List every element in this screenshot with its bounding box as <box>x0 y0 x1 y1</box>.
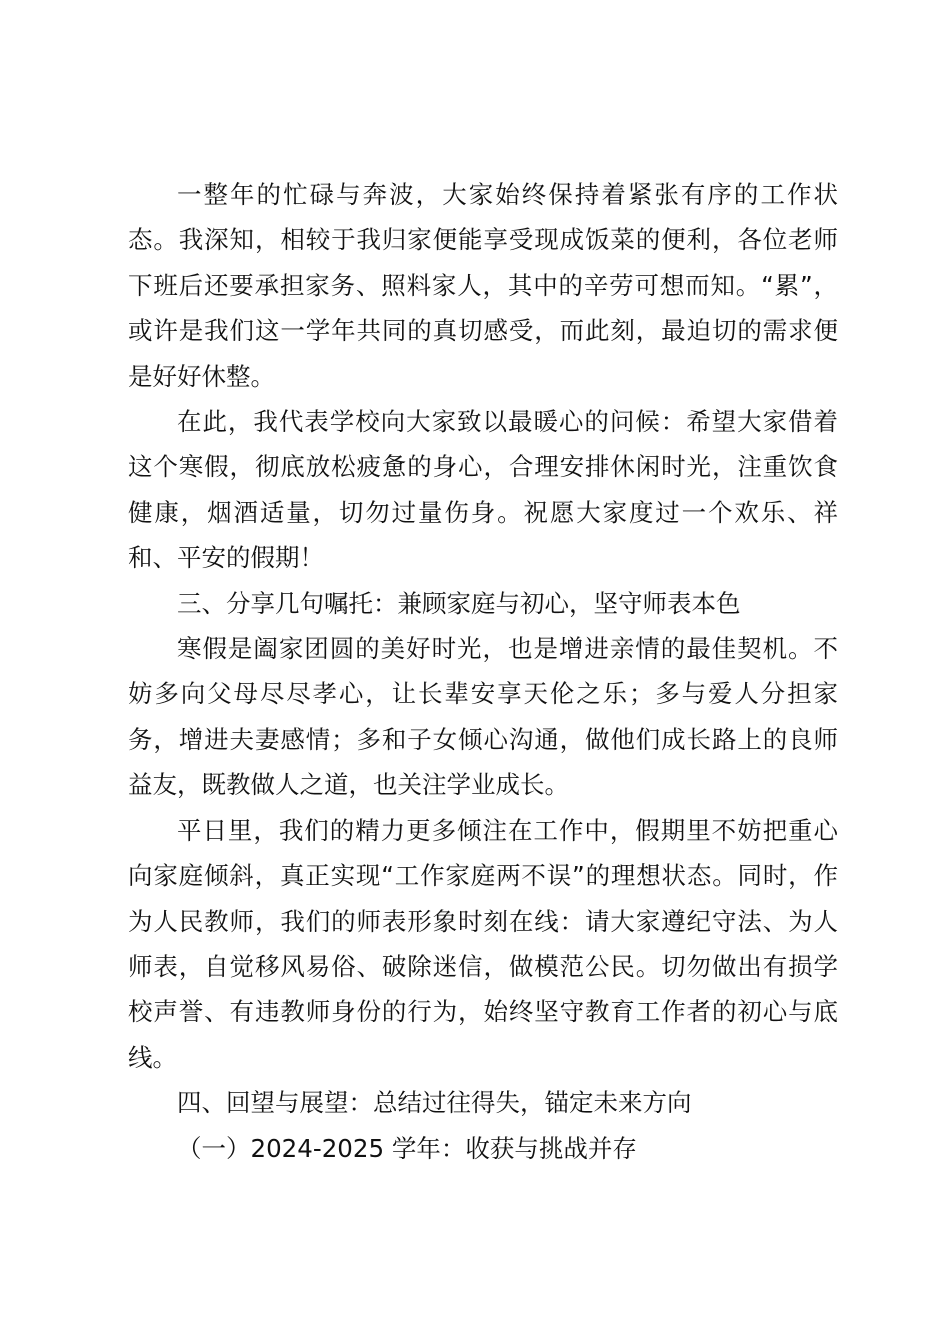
paragraph-holiday-greeting: 在此，我代表学校向大家致以最暖心的问候：希望大家借着这个寒假，彻底放松疲惫的身心，合理安排休闲时光，注重饮食健康，烟酒适量，切勿过量伤身。祝愿大家度过一个欢乐、祥和、平安的假期！ <box>128 407 838 573</box>
paragraph-family-time: 寒假是阖家团圆的美好时光，也是增进亲情的最佳契机。不妨多向父母尽尽孝心，让长辈安享天伦之乐；多与爱人分担家务，增进夫妻感情；多和子女倾心沟通，做他们成长路上的良师益友，既教做人之道，也关注学业成长。 <box>128 634 838 800</box>
section-heading-four: 四、回望与展望：总结过往得失，锚定未来方向 <box>177 1088 692 1118</box>
section-heading-three: 三、分享几句嘱托：兼顾家庭与初心，坚守师表本色 <box>177 588 741 618</box>
paragraph-teacher-conduct: 平日里，我们的精力更多倾注在工作中，假期里不妨把重心向家庭倾斜，真正实现“工作家庭两不误”的理想状态。同时，作为人民教师，我们的师表形象时刻在线：请大家遵纪守法、为人师表，自觉移风易俗、破除迷信，做模范公民。切勿做出有损学校声誉、有违教师身份的行为，始终坚守教育工作者的初心与底线。 <box>128 815 838 1072</box>
paragraph-rest-gratitude: 一整年的忙碌与奔波，大家始终保持着紧张有序的工作状态。我深知，相较于我归家便能享受现成饭菜的便利，各位老师下班后还要承担家务、照料家人，其中的辛劳可想而知。“累”，或许是我们这一学年共同的真切感受，而此刻，最迫切的需求便是好好休整。 <box>128 180 838 391</box>
subsection-heading-one: （一）2024-2025 学年：收获与挑战并存 <box>177 1133 637 1163</box>
document-body <box>128 172 838 1171</box>
